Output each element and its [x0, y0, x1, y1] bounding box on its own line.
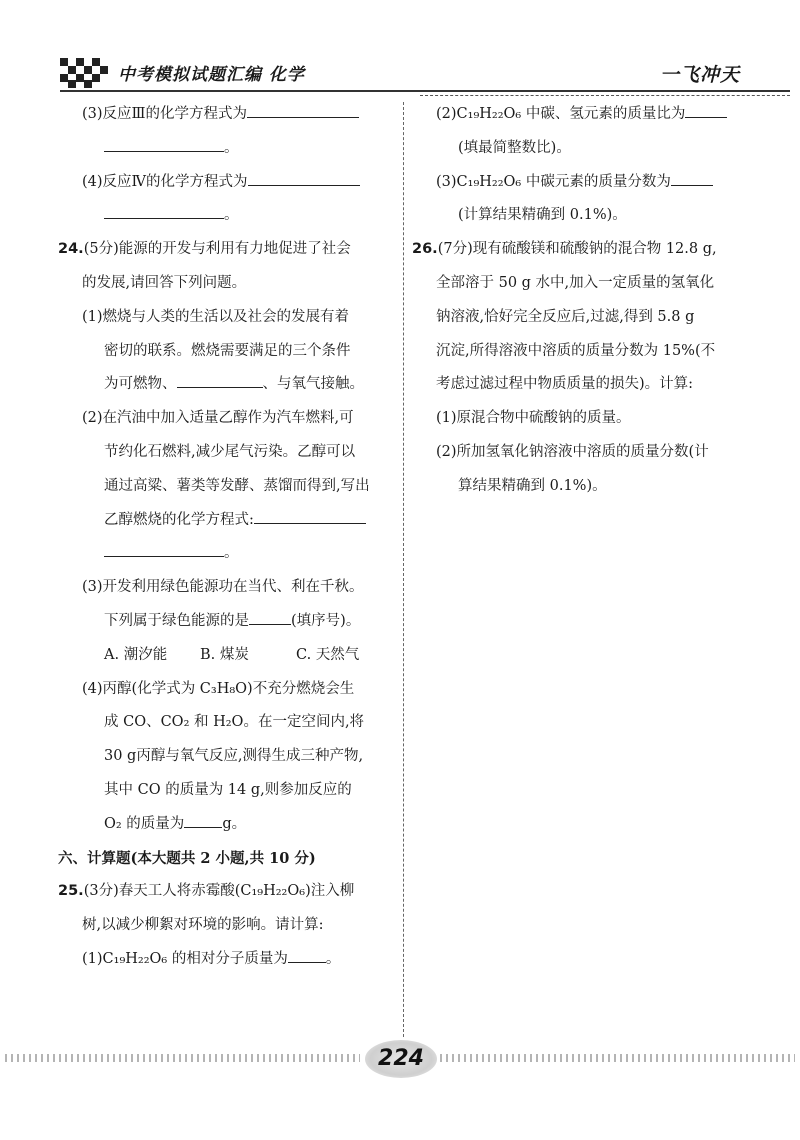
q25-1-pre: (1)C₁₉H₂₂O₆ 的相对分子质量为	[82, 950, 288, 967]
answer-blank	[184, 811, 222, 828]
q23-3-cont	[58, 132, 398, 166]
column-divider	[403, 102, 404, 1037]
q23-4-text: (4)反应Ⅳ的化学方程式为	[82, 173, 248, 190]
q24-3b-post: (填序号)。	[291, 612, 361, 629]
q25-heading	[58, 875, 398, 909]
q23-4-cont	[58, 199, 398, 233]
header-dashed-rule	[420, 95, 790, 97]
choice-a: A. 潮汐能	[104, 646, 168, 663]
checker-logo-icon	[60, 58, 108, 88]
q23-4-line	[58, 166, 398, 200]
q24-1a: (1)燃烧与人类的生活以及社会的发展有着	[82, 308, 350, 325]
question-number: 26.	[412, 241, 438, 258]
answer-blank	[254, 507, 366, 524]
answer-blank	[249, 608, 291, 625]
answer-blank	[247, 101, 359, 118]
q25-2	[412, 98, 762, 132]
q25-3-note: (计算结果精确到 0.1%)。	[458, 207, 627, 224]
page-header	[0, 0, 800, 100]
period: 。	[224, 139, 239, 156]
q24-3-choices	[58, 639, 398, 673]
q26-l3: 钠溶液,恰好完全反应后,过滤,得到 5.8 g	[436, 308, 695, 325]
q24-3a: (3)开发利用绿色能源功在当代、利在千秋。	[82, 579, 364, 596]
page-number: 224	[365, 1040, 437, 1078]
q25-2-note: (填最简整数比)。	[458, 139, 571, 156]
q25-1-post: 。	[325, 950, 341, 967]
answer-blank	[104, 135, 224, 152]
q24-text: (5分)能源的开发与利用有力地促进了社会	[83, 241, 351, 258]
question-number: 24.	[58, 241, 84, 258]
answer-blank	[288, 946, 326, 963]
q24-4e-pre: O₂ 的质量为	[104, 815, 185, 832]
q26-2a: (2)所加氢氧化钠溶液中溶质的质量分数(计	[436, 443, 709, 460]
q24-4d: 其中 CO 的质量为 14 g,则参加反应的	[104, 781, 352, 798]
q24-2b: 节约化石燃料,减少尾气污染。乙醇可以	[104, 443, 356, 460]
answer-blank	[685, 101, 727, 118]
q24-4a: (4)丙醇(化学式为 C₃H₈O)不充分燃烧会生	[82, 680, 355, 697]
decorative-border	[440, 1054, 795, 1062]
q24-heading	[58, 233, 398, 267]
q23-3-text: (3)反应Ⅲ的化学方程式为	[82, 106, 248, 122]
q24-2e	[58, 537, 398, 571]
q24-1c-pre: 为可燃物、	[104, 376, 177, 393]
section-six-heading: 六、计算题(本大题共 2 小题,共 10 分)	[58, 849, 316, 867]
answer-blank	[671, 169, 713, 186]
q25-text: (3分)春天工人将赤霉酸(C₁₉H₂₂O₆)注入柳	[83, 883, 355, 900]
q24-4e-post: g。	[222, 815, 247, 832]
choice-c: C. 天然气	[296, 646, 360, 663]
q24-1c-post: 、与氧气接触。	[262, 376, 364, 393]
q23-3-line	[58, 98, 398, 132]
q26-l4: 沉淀,所得溶液中溶质的质量分数为 15%(不	[436, 342, 716, 359]
q24-4c: 30 g丙醇与氧气反应,测得生成三种产物,	[104, 748, 364, 765]
right-column	[412, 98, 762, 504]
choice-b: B. 煤炭	[200, 646, 249, 663]
q24-1b: 密切的联系。燃烧需要满足的三个条件	[104, 342, 351, 359]
decorative-border	[5, 1054, 360, 1062]
q24-4b: 成 CO、CO₂ 和 H₂O。在一定空间内,将	[104, 714, 365, 731]
q25-text-cont: 树,以减少柳絮对环境的影响。请计算:	[82, 917, 324, 934]
q24-3b-pre: 下列属于绿色能源的是	[104, 612, 249, 629]
q25-3-pre: (3)C₁₉H₂₂O₆ 中碳元素的质量分数为	[436, 173, 671, 190]
page-footer	[0, 1040, 800, 1100]
answer-blank	[104, 540, 224, 557]
q24-3b	[58, 605, 398, 639]
period: 。	[224, 207, 239, 224]
q24-text-cont: 的发展,请回答下列问题。	[82, 274, 247, 291]
period: 。	[224, 545, 239, 562]
q26-l2: 全部溶于 50 g 水中,加入一定质量的氢氧化	[436, 274, 715, 291]
q24-1c	[58, 368, 398, 402]
answer-blank	[104, 202, 224, 219]
header-rule	[60, 90, 790, 92]
q24-4e	[58, 808, 398, 842]
q26-1: (1)原混合物中硫酸钠的质量。	[436, 410, 631, 427]
answer-blank	[177, 371, 263, 388]
q24-2c: 通过高粱、薯类等发酵、蒸馏而得到,写出	[104, 477, 370, 494]
q26-text: (7分)现有硫酸镁和硫酸钠的混合物 12.8 g,	[437, 241, 717, 258]
q25-1	[58, 943, 398, 977]
left-column	[58, 98, 398, 977]
question-number: 25.	[58, 883, 84, 900]
q24-2d-text: 乙醇燃烧的化学方程式:	[104, 511, 254, 528]
q25-2-pre: (2)C₁₉H₂₂O₆ 中碳、氢元素的质量比为	[436, 106, 686, 122]
book-title: 中考模拟试题汇编 化学	[118, 65, 305, 85]
q26-2b: 算结果精确到 0.1%)。	[458, 477, 607, 494]
q25-3	[412, 166, 762, 200]
answer-blank	[248, 169, 360, 186]
q26-heading	[412, 233, 762, 267]
brand-logo: 一飞冲天	[660, 64, 741, 86]
q24-2a: (2)在汽油中加入适量乙醇作为汽车燃料,可	[82, 410, 354, 427]
q26-l5: 考虑过滤过程中物质质量的损失)。计算:	[436, 376, 694, 393]
q24-2d	[58, 504, 398, 538]
